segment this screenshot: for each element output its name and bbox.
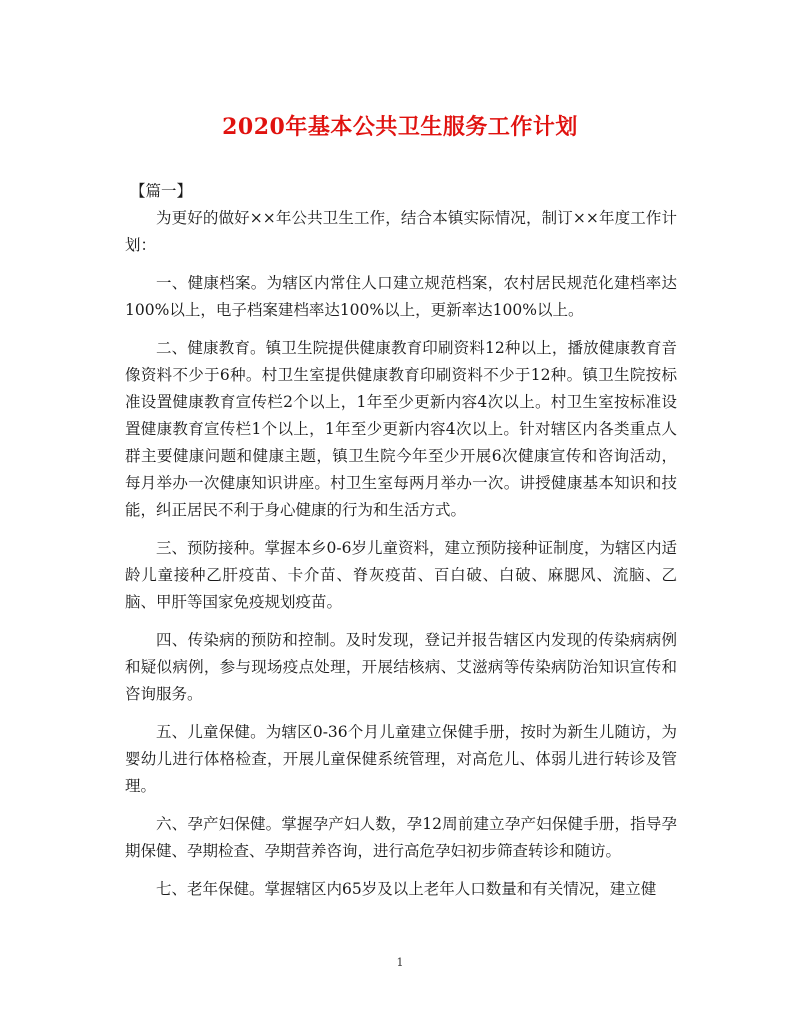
paragraph-maternal-health: 六、孕产妇保健。掌握孕产妇人数，孕12周前建立孕产妇保健手册，指导孕期保健、孕期检查、孕期营养咨询，进行高危孕妇初步筛查转诊和随访。 bbox=[125, 815, 677, 860]
paragraph-vaccination: 三、预防接种。掌握本乡0-6岁儿童资料，建立预防接种证制度，为辖区内适龄儿童接种乙肝疫苗、卡介苗、脊灰疫苗、百白破、白破、麻腮风、流脑、乙脑、甲肝等国家免疫规划疫苗。 bbox=[125, 539, 677, 611]
page-number: 1 bbox=[396, 956, 404, 969]
paragraph-elderly-health: 七、老年保健。掌握辖区内65岁及以上老年人口数量和有关情况，建立健 bbox=[156, 880, 657, 898]
paragraph-health-records: 一、健康档案。为辖区内常住人口建立规范档案，农村居民规范化建档率达100%以上，电子档案建档率达100%以上，更新率达100%以上。 bbox=[125, 274, 677, 319]
paragraph-intro: 为更好的做好××年公共卫生工作，结合本镇实际情况，制订××年度工作计划： bbox=[125, 209, 677, 254]
document-body bbox=[125, 205, 677, 914]
paragraph-child-health: 五、儿童保健。为辖区0-36个月儿童建立保健手册，按时为新生儿随访，为婴幼儿进行体格检查，开展儿童保健系统管理，对高危儿、体弱儿进行转诊及管理。 bbox=[125, 723, 677, 795]
page-title: 2020年基本公共卫生服务工作计划 bbox=[222, 114, 578, 140]
paragraph-infectious-disease: 四、传染病的预防和控制。及时发现，登记并报告辖区内发现的传染病病例和疑似病例，参与现场疫点处理，开展结核病、艾滋病等传染病防治知识宣传和咨询服务。 bbox=[125, 631, 677, 703]
section-label: 【篇一】 bbox=[130, 182, 193, 200]
paragraph-health-education: 二、健康教育。镇卫生院提供健康教育印刷资料12种以上，播放健康教育音像资料不少于6种。村卫生室提供健康教育印刷资料不少于12种。镇卫生院按标准设置健康教育宣传栏2个以上，1年至少更新内容4次以上。村卫生室按标准设置健康教育宣传栏1个以上，1年至少更新内容4次以上。针对辖区内各类重点人群主要健康问题和健康主题，镇卫生院今年至少开展6次健康宣传和咨询活动，每月举办一次健康知识讲座。村卫生室每两月举办一次。讲授健康基本知识和技能，纠正居民不利于身心健康的行为和生活方式。 bbox=[125, 339, 677, 519]
